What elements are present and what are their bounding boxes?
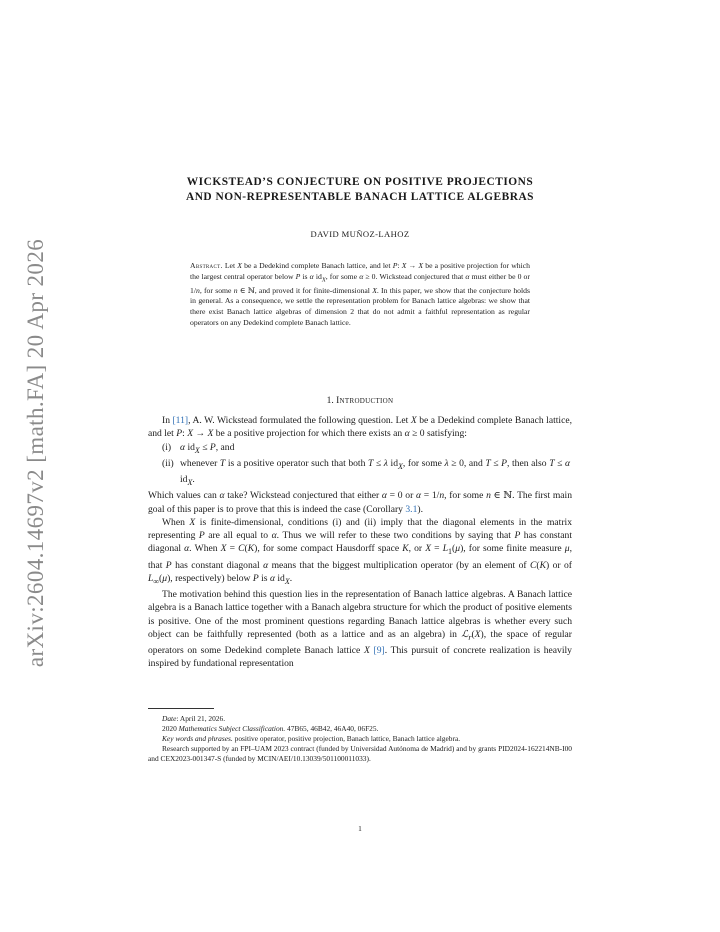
abstract-label: Abstract.: [190, 261, 223, 270]
date-label: Date: [162, 714, 177, 723]
introduction-body: [148, 414, 572, 671]
paragraph-3: When X is finite-dimensional, conditions (i) and (ii) imply that the diagonal elements in the matrix representing P are all equal to α. Thus we will refer to these two conditions by saying that P has constant diagonal α. When X = C(K), for some compact Hausdorff space K, or $X = L_1(\mu)$, for some finite measure μ, that P has constant diagonal α means that the biggest multiplication operator (by an element of C(K) or of $L_\infty(\mu)$, respectively) below P is α $id_X$.: [148, 516, 572, 586]
footnote-msc: 2020 Mathematics Subject Classification. 47B65, 46B42, 46A40, 06F25.: [162, 724, 379, 734]
footnotes: [148, 714, 572, 764]
footnote-funding: Research supported by an FPI–UAM 2023 contract (funded by Universidad Autónoma de Madrid) and by grants PID2024-162214NB-I00 and CEX2023-001347-S (funded by MCIN/AEI/10.13039/501100011033).: [148, 744, 572, 764]
date-value: April 21, 2026.: [179, 714, 226, 723]
abstract: [190, 261, 530, 328]
author-name: DAVID MUÑOZ-LAHOZ: [310, 229, 410, 239]
title-line-1: WICKSTEAD’S CONJECTURE ON POSITIVE PROJECTIONS: [186, 176, 534, 188]
conditions-list: [148, 441, 572, 490]
footnote-rule: [148, 708, 214, 709]
condition-label: (ii): [162, 457, 174, 469]
corollary-link[interactable]: 3.1: [405, 503, 418, 515]
msc-codes: 47B65, 46B42, 46A40, 06F25.: [287, 724, 379, 734]
keywords-text: positive operator, positive projection, Banach lattice, Banach lattice algebra.: [234, 734, 461, 744]
citation-11[interactable]: [11]: [172, 415, 189, 426]
condition-i: (i) α $id_X \le P$, and: [162, 441, 235, 455]
abstract-text: Let X be a Dedekind complete Banach lattice, and let P: X → X be a positive projection for which the largest central operator below P is α $id_X$, for some α ≥ 0. Wickstead conjectured that α must either be 0 or 1/n, for some n ∈ ℕ, and proved it for finite-dimensional X. In this paper, we show that the conjecture holds in general. As a consequence, we settle the representation problem for Banach lattice algebras: we show that there exist Banach lattice algebras of dimension 2 that do not admit a faithful representation as regular operators on any Dedekind complete Banach lattice.: [190, 261, 531, 327]
keywords-label: Key words and phrases.: [162, 734, 233, 744]
footnote-date: Date: April 21, 2026.: [162, 714, 226, 723]
section-heading: 1. Introduction: [326, 396, 394, 406]
page-number: 1: [358, 824, 362, 833]
title-line-2: AND NON-REPRESENTABLE BANACH LATTICE ALGEBRAS: [185, 191, 535, 203]
arxiv-identifier: arXiv:2604.14697v2 [math.FA] 20 Apr 2026: [23, 238, 49, 668]
condition-label: (i): [162, 441, 172, 453]
paragraph-4: The motivation behind this question lies in the representation of Banach lattice algebras. A Banach lattice algebra is a Banach lattice together with a Banach algebra structure for which the product of positive elements is positive. One of the most prominent questions regarding Banach lattice algebras is whether every such object can be faithfully represented (both as a lattice and as an algebra) in ℒ$_r$(X), the space of regular operators on some Dedekind complete Banach lattice X [9]. This pursuit of concrete realization is heavily inspired by fundational representation: [148, 589, 572, 670]
citation-9[interactable]: [9]: [373, 645, 385, 657]
paragraph-1: In [11], A. W. Wickstead formulated the following question. Let X be a Dedekind complete Banach lattice, and let P: X → X be a positive projection for which there exists an α ≥ 0 satisfying:: [148, 415, 573, 440]
paragraph-2: Which values can α take? Wickstead conjectured that either α = 0 or α = 1/n, for some n ∈ ℕ. The first main goal of this paper is to prove that this is indeed the case (Corollary 3.1).: [148, 490, 573, 515]
footnote-keywords: [148, 734, 572, 744]
arxiv-watermark: [18, 238, 54, 668]
paper-title: [148, 175, 572, 205]
condition-ii: (ii) whenever T is a positive operator such that both T ≤ λ $id_X$, for some λ ≥ 0, and T ≤ P, then also T ≤ α $id_X$.: [162, 457, 571, 487]
